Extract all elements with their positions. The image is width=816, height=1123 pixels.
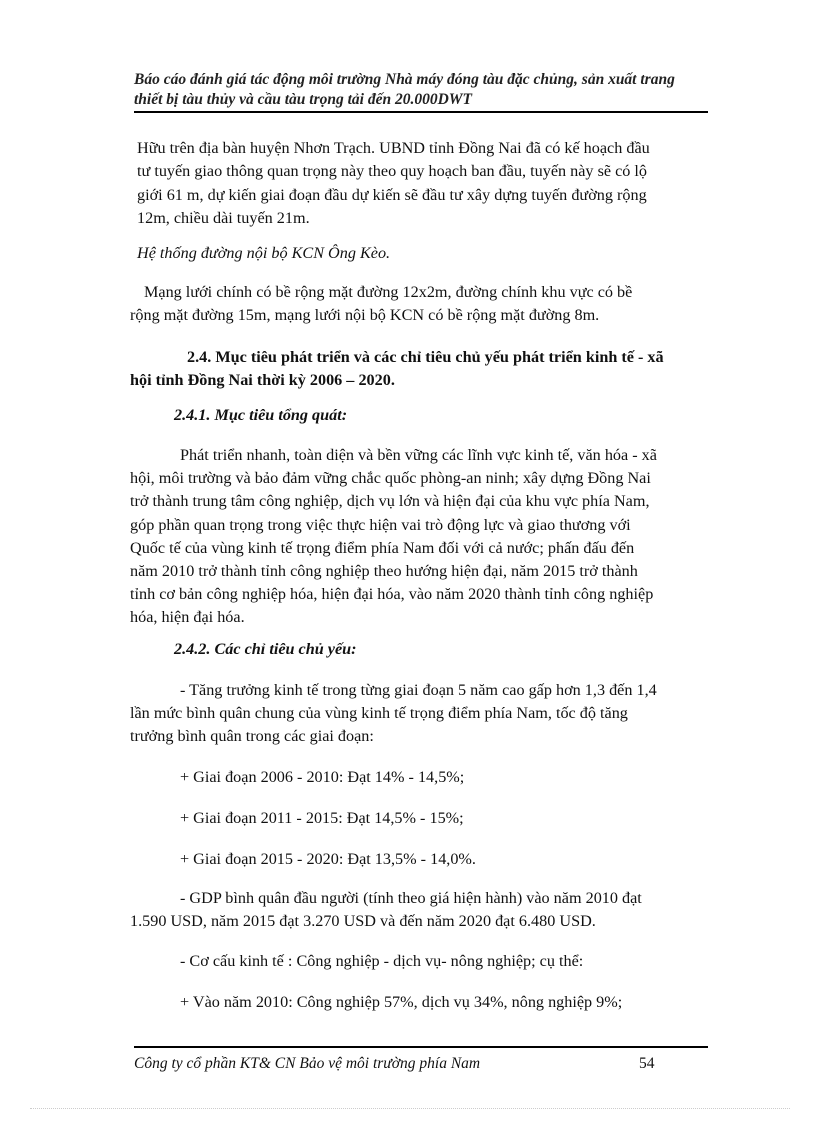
heading-line: 2.4. Mục tiêu phát triển và các chỉ tiêu chủ yếu phát triển kinh tế - xã xyxy=(187,348,664,366)
list-item: + Giai đoạn 2006 - 2010: Đạt 14% - 14,5%; xyxy=(180,768,465,786)
text-line: Phát triển nhanh, toàn diện và bền vững các lĩnh vực kinh tế, văn hóa - xã xyxy=(180,446,657,464)
text-line: giới 61 m, dự kiến giai đoạn đầu dự kiến sẽ đầu tư xây dựng tuyến đường rộng xyxy=(137,186,647,204)
text-line: Hữu trên địa bàn huyện Nhơn Trạch. UBND tỉnh Đồng Nai đã có kế hoạch đầu xyxy=(137,139,650,157)
text-line: - GDP bình quân đầu người (tính theo giá hiện hành) vào năm 2010 đạt xyxy=(180,889,642,907)
text-line: hóa, hiện đại hóa. xyxy=(130,608,245,626)
text-line: 1.590 USD, năm 2015 đạt 3.270 USD và đến năm 2020 đạt 6.480 USD. xyxy=(130,912,596,930)
subheading-road-system: Hệ thống đường nội bộ KCN Ông Kèo. xyxy=(137,244,391,262)
page-number: 54 xyxy=(639,1055,655,1072)
text-line: năm 2010 trở thành tỉnh công nghiệp theo hướng hiện đại, năm 2015 trở thành xyxy=(130,562,638,580)
text-line: trưởng bình quân trong các giai đoạn: xyxy=(130,727,374,745)
heading-line: hội tỉnh Đồng Nai thời kỳ 2006 – 2020. xyxy=(130,371,395,389)
header-line-1: Báo cáo đánh giá tác động môi trường Nhà máy đóng tàu đặc chủng, sản xuất trang xyxy=(134,71,675,88)
list-item: + Giai đoạn 2011 - 2015: Đạt 14,5% - 15%; xyxy=(180,809,464,827)
text-line: - Tăng trưởng kinh tế trong từng giai đoạn 5 năm cao gấp hơn 1,3 đến 1,4 xyxy=(180,681,657,699)
text-line: trở thành trung tâm công nghiệp, dịch vụ lớn và hiện đại của khu vực phía Nam, xyxy=(130,492,650,510)
page-bottom-dotted-line xyxy=(30,1108,790,1109)
document-footer xyxy=(134,1054,708,1074)
footer-company: Công ty cổ phần KT& CN Bảo vệ môi trường phía Nam xyxy=(134,1055,481,1072)
text-line: 12m, chiều dài tuyến 21m. xyxy=(137,209,310,227)
document-header xyxy=(134,70,708,110)
list-item: + Giai đoạn 2015 - 2020: Đạt 13,5% - 14,0%. xyxy=(180,850,476,868)
text-line: tư tuyến giao thông quan trọng này theo quy hoạch ban đầu, tuyến này sẽ có lộ xyxy=(137,162,648,180)
section-heading-2-4-2: 2.4.2. Các chỉ tiêu chủ yếu: xyxy=(174,640,357,658)
text-line: Mạng lưới chính có bề rộng mặt đường 12x2m, đường chính khu vực có bề xyxy=(144,283,633,301)
paragraph-6: - Cơ cấu kinh tế : Công nghiệp - dịch vụ- nông nghiệp; cụ thể: xyxy=(180,952,584,970)
section-heading-2-4-1: 2.4.1. Mục tiêu tổng quát: xyxy=(174,406,348,424)
text-line: tỉnh cơ bản công nghiệp hóa, hiện đại hóa, vào năm 2020 thành tỉnh công nghiệp xyxy=(130,585,654,603)
header-rule xyxy=(134,111,708,113)
footer-rule xyxy=(134,1046,708,1048)
text-line: Quốc tế của vùng kinh tế trọng điểm phía Nam đối với cả nước; phấn đấu đến xyxy=(130,539,635,557)
text-line: hội, môi trường và bảo đảm vững chắc quốc phòng-an ninh; xây dựng Đồng Nai xyxy=(130,469,651,487)
text-line: lần mức bình quân chung của vùng kinh tế trọng điểm phía Nam, tốc độ tăng xyxy=(130,704,628,722)
text-line: góp phần quan trọng trong việc thực hiện vai trò động lực và giao thương với xyxy=(130,516,631,534)
list-item: + Vào năm 2010: Công nghiệp 57%, dịch vụ 34%, nông nghiệp 9%; xyxy=(180,993,623,1011)
header-line-2: thiết bị tàu thủy và cầu tàu trọng tải đến 20.000DWT xyxy=(134,91,473,108)
text-line: rộng mặt đường 15m, mạng lưới nội bộ KCN có bề rộng mặt đường 8m. xyxy=(130,306,600,324)
